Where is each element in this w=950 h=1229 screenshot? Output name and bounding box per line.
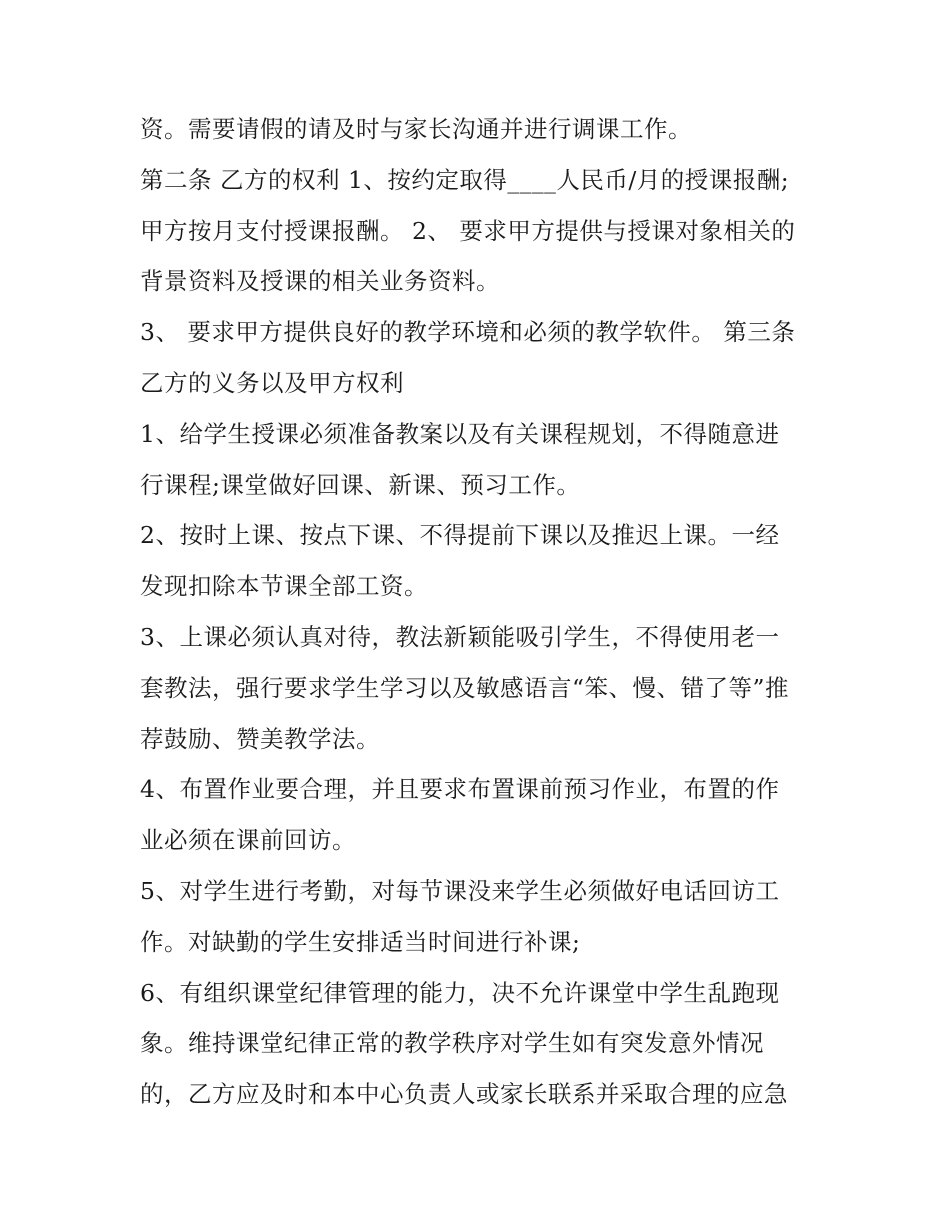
text-line: 3、 要求甲方提供良好的教学环境和必须的教学软件。 第三条 <box>140 318 796 347</box>
text-line: 背景资料及授课的相关业务资料。 <box>140 267 500 296</box>
text-line: 6、有组织课堂纪律管理的能力，决不允许课堂中学生乱跑现 <box>140 978 780 1007</box>
text-line: 资。需要请假的请及时与家长沟通并进行调课工作。 <box>140 115 692 143</box>
text-line: 业必须在课前回访。 <box>140 826 356 855</box>
text-line: 1、给学生授课必须准备教案以及有关课程规划，不得随意进 <box>140 419 780 448</box>
text-line: 3、上课必须认真对待，教法新颖能吸引学生，不得使用老一 <box>140 622 780 651</box>
text-line: 套教法，强行要求学生学习以及敏感语言“笨、慢、错了等”推 <box>140 673 790 702</box>
text-line: 荐鼓励、赞美教学法。 <box>140 724 380 753</box>
text-line: 4、布置作业要合理，并且要求布置课前预习作业，布置的作 <box>140 775 780 804</box>
text-line: 的，乙方应及时和本中心负责人或家长联系并采取合理的应急 <box>140 1080 788 1109</box>
text-line: 2、按时上课、按点下课、不得提前下课以及推迟上课。一经 <box>140 521 780 550</box>
text-line: 5、对学生进行考勤，对每节课没来学生必须做好电话回访工 <box>140 876 780 905</box>
text-line: 发现扣除本节课全部工资。 <box>140 572 428 601</box>
text-line: 行课程;课堂做好回课、新课、预习工作。 <box>140 470 581 499</box>
text-line: 象。维持课堂纪律正常的教学秩序对学生如有突发意外情况 <box>140 1029 764 1058</box>
text-line: 第二条 乙方的权利 1、按约定取得____人民币/月的授课报酬; <box>140 165 790 194</box>
text-line: 作。对缺勤的学生安排适当时间进行补课; <box>140 927 581 956</box>
document-body <box>140 104 820 1120</box>
text-line: 乙方的义务以及甲方权利 <box>140 368 404 397</box>
text-line: 甲方按月支付授课报酬。 2、 要求甲方提供与授课对象相关的 <box>140 216 796 245</box>
